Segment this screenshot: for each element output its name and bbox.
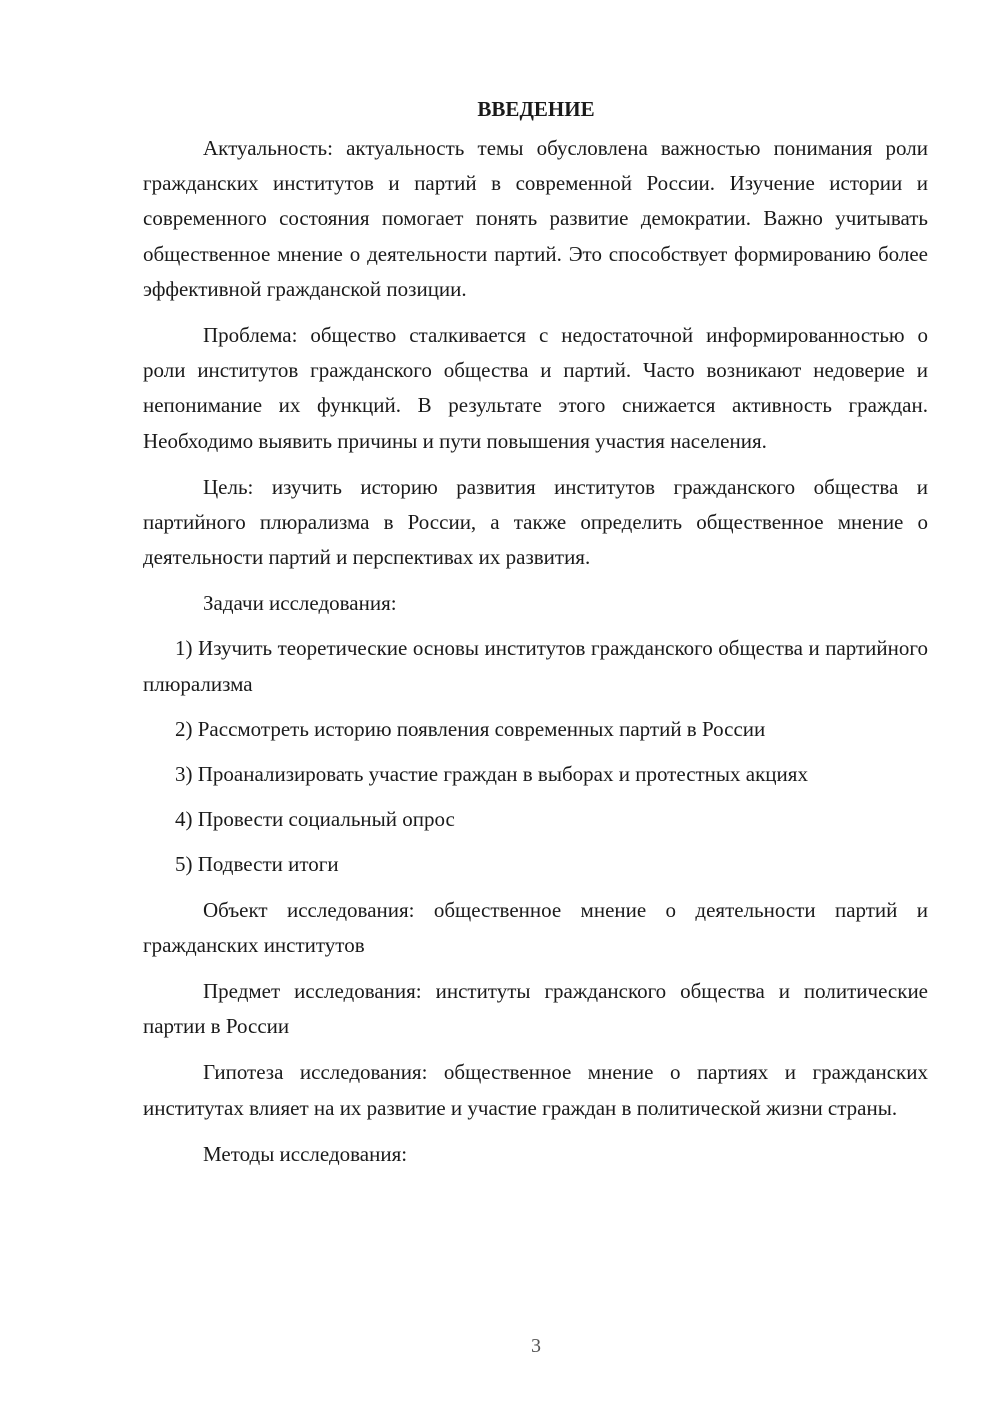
document-page: [143, 92, 928, 1182]
hypothesis-paragraph: Гипотеза исследования: общественное мнение о партиях и гражданских институтах влияет на их развитие и участие граждан в политической жизни страны.: [143, 1060, 928, 1120]
goal-paragraph: Цель: изучить историю развития институтов гражданского общества и партийного плюрализма в России, а также определить общественное мнение о деятельности партий и перспективах их развития.: [143, 474, 928, 570]
task-item: 5) Подвести итоги: [175, 852, 339, 877]
object-paragraph: Объект исследования: общественное мнение о деятельности партий и гражданских институтов: [143, 897, 928, 957]
tasks-heading: Задачи исследования:: [203, 591, 397, 616]
subject-paragraph: Предмет исследования: институты гражданского общества и политические партии в России: [143, 979, 928, 1039]
methods-heading: Методы исследования:: [203, 1141, 408, 1166]
problem-paragraph: Проблема: общество сталкивается с недостаточной информированностью о роли институтов гражданского общества и партий. Часто возникают недоверие и непонимание их функций. В результате этого снижается активность граждан. Необходимо выявить причины и пути повышения участия населения.: [143, 323, 928, 453]
task-item: 3) Проанализировать участие граждан в выборах и протестных акциях: [175, 762, 808, 787]
task-item: 4) Провести социальный опрос: [175, 807, 455, 832]
task-item: 1) Изучить теоретические основы институтов гражданского общества и партийного плюрализма: [143, 636, 928, 696]
relevance-paragraph: Актуальность: актуальность темы обусловлена важностью понимания роли гражданских институтов и партий в современной России. Изучение истории и современного состояния помогает понять развитие демократии. Важно учитывать общественное мнение о деятельности партий. Это способствует формированию более эффективной гражданской позиции.: [143, 136, 928, 301]
task-item: 2) Рассмотреть историю появления современных партий в России: [175, 716, 766, 741]
section-title: ВВЕДЕНИЕ: [477, 97, 595, 121]
page-number: 3: [531, 1335, 541, 1357]
